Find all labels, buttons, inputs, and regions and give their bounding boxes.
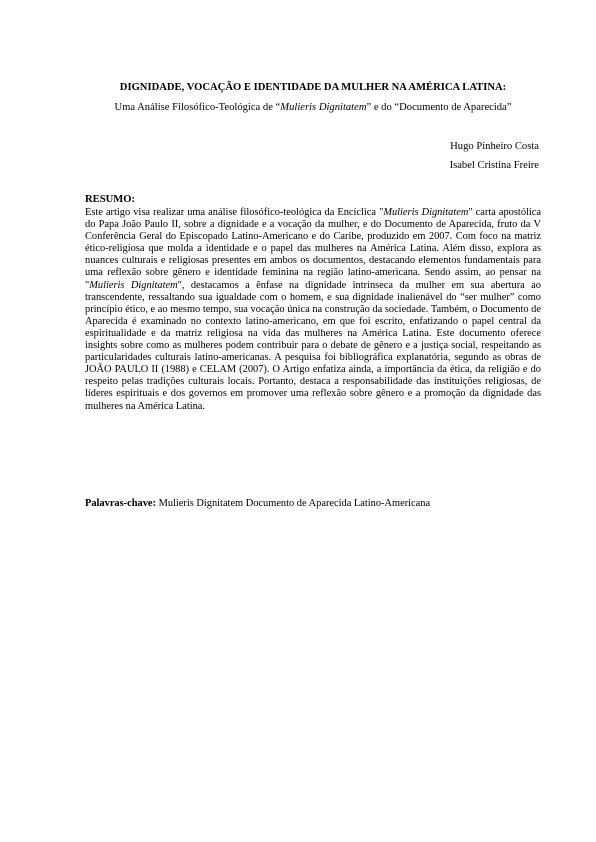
author-name: Isabel Cristina Freire [449, 160, 539, 171]
author-name: Hugo Pinheiro Costa [450, 141, 539, 152]
abstract-text: ", destacamos a ênfase na dignidade intrínseca da mulher em sua abertura ao transcendente, ressaltando sua igualdade com o homem, e sua dignidade inalienável do “ser mulher” como princípio ético, e ao mesmo tempo, sua vocação única na construção da sociedade. Também, o Documento de Aparecida é examinado no contexto latino-americano, em que foi escrito, enfatizando o papel central da espiritualidade e da matriz religiosa na vida das mulheres na América Latina. Este documento oferece insights sobre como as mulheres podem contribuir para o debate de gênero e a justiça social, respeitando as particularidades culturais latino-americanas. A pesquisa foi bibliográfica explanatória, segundo as obras de JOÃO PAULO II (1988) e CELAM (2007). O Artigo enfatiza ainda, a importância da ética, da religião e do respeito pelas tradições culturais locais. Portanto, destaca a responsabilidade das instituições religiosas, de líderes espirituais e dos governos em promover uma reflexão sobre gênero e a promoção da dignidade das mulheres na América Latina. [85, 279, 541, 412]
abstract-italic-term: Mulieris Dignitatem [89, 279, 178, 291]
abstract-text: " carta apostólica do Papa João Paulo II, sobre a dignidade e a vocação da mulher, e do Documento de Aparecida, fruto da V Conferência Geral do Episcopado Latino-Americano e do Caribe, produzido em 2007. Com foco na matriz ético-religiosa que molda a identidade e o papel das mulheres na América Latina. Além disso, explora as nuances culturais e religiosas presentes em ambos os documentos, destacando elementos fundamentais para uma reflexão sobre gênero e identidade feminina na região latino-americana. Sendo assim, ao pensar na " [85, 207, 542, 291]
abstract-text: Este artigo visa realizar uma análise filosófico-teológica da Encíclica " [85, 207, 384, 218]
keywords-label: Palavras-chave: [85, 498, 156, 509]
subtitle-italic-title: Mulieris Dignitatem [280, 102, 367, 113]
paper-title: DIGNIDADE, VOCAÇÃO E IDENTIDADE DA MULHER NA AMÉRICA LATINA: [119, 82, 507, 93]
paper-subtitle [85, 101, 541, 114]
subtitle-text-end: ” e do “Documento de Aparecida” [366, 102, 512, 113]
keywords-text: Mulieris Dignitatem Documento de Aparecida Latino-Americana [155, 498, 431, 509]
abstract-heading: RESUMO: [85, 194, 136, 205]
subtitle-text-start: Uma Análise Filosófico-Teológica de “ [114, 102, 281, 113]
keywords-line [85, 498, 541, 510]
abstract-body [85, 207, 541, 413]
abstract-italic-term: Mulieris Dignitatem [383, 207, 469, 218]
